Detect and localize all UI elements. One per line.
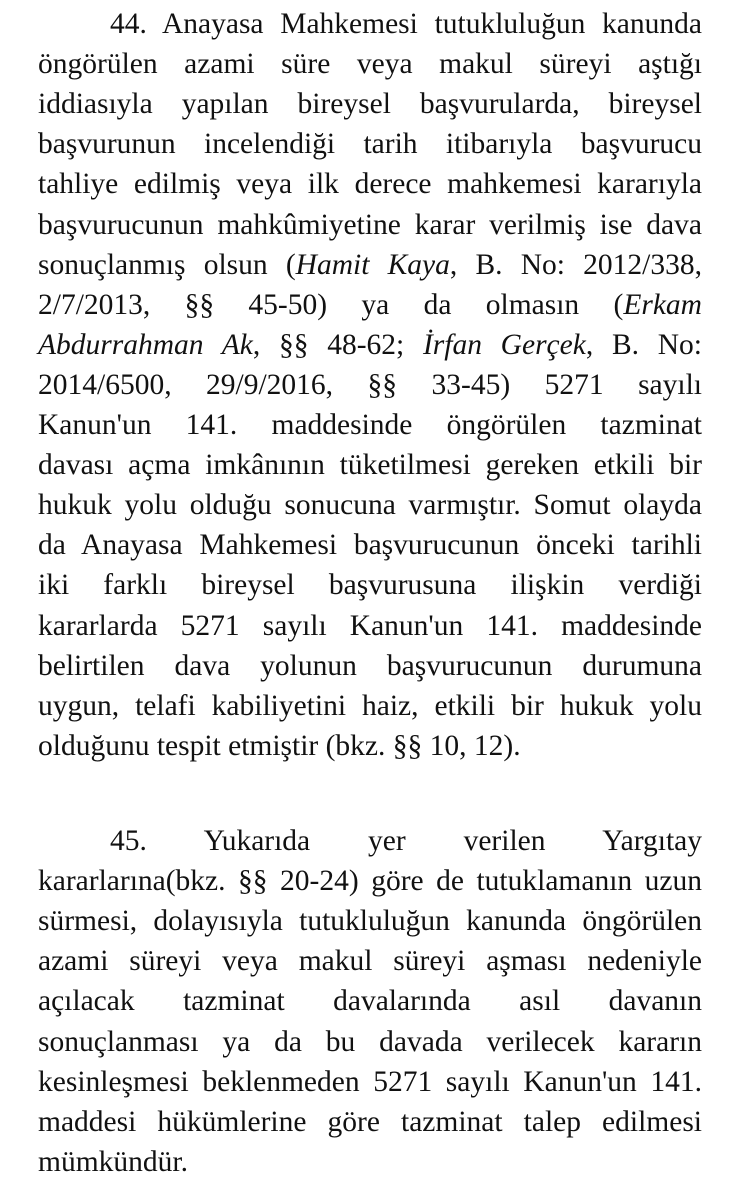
- text-segment: kararlarda 5271 sayılı Kanun'un 141. maddesinde: [38, 609, 702, 642]
- text-line: [38, 45, 702, 83]
- text-segment: iddiasıyla yapılan bireysel başvurularda, bireysel: [38, 88, 702, 121]
- text-line: [110, 5, 702, 43]
- text-line: [38, 982, 702, 1020]
- text-segment: sonuçlanmış olsun (: [38, 248, 296, 281]
- text-segment: öngörülen azami süre veya makul süreyi aştığı: [38, 48, 702, 81]
- text-line: [110, 822, 702, 860]
- text-segment: maddesi hükümlerine göre tazminat talep edilmesi: [38, 1105, 702, 1138]
- text-segment: hukuk yolu olduğu sonucuna varmıştır. Somut olayda: [38, 489, 702, 522]
- italic-case-name: Abdurrahman Ak: [38, 328, 253, 361]
- text-segment: kararlarına(bkz. §§ 20-24) göre de tutuklamanın uzun: [38, 865, 702, 898]
- text-segment: 2/7/2013, §§ 45-50) ya da olmasın (: [38, 288, 624, 321]
- text-segment: Kanun'un 141. maddesinde öngörülen tazminat: [38, 409, 702, 441]
- text-line: [38, 566, 702, 604]
- text-segment: da Anayasa Mahkemesi başvurucunun önceki tarihli: [38, 529, 702, 562]
- text-line: [38, 902, 702, 940]
- text-segment: başvurucunun mahkûmiyetine karar verilmiş ise dava: [38, 208, 702, 241]
- text-line: [38, 206, 702, 244]
- text-segment: azami süreyi veya makul süreyi aşması nedeniyle: [38, 945, 702, 978]
- italic-case-name: İrfan Gerçek: [422, 328, 586, 361]
- text-segment: mümkündür.: [38, 1145, 188, 1178]
- text-line: [38, 486, 702, 524]
- text-segment: 2014/6500, 29/9/2016, §§ 33-45) 5271 sayılı: [38, 368, 702, 401]
- text-line: [38, 647, 702, 685]
- text-line: [38, 526, 702, 564]
- text-segment: sürmesi, dolayısıyla tutukluluğun kanunda öngörülen: [38, 905, 702, 938]
- text-line: [38, 1063, 702, 1101]
- text-line: [38, 607, 702, 645]
- text-line: [38, 1103, 702, 1141]
- text-line: [38, 727, 702, 765]
- text-segment: tahliye edilmiş veya ilk derece mahkemesi kararıyla: [38, 168, 702, 201]
- text-line: [38, 446, 702, 484]
- text-segment: sonuçlanması ya da bu davada verilecek kararın: [38, 1025, 702, 1058]
- text-line: [38, 406, 702, 444]
- text-segment: , §§ 48-62;: [252, 328, 423, 361]
- text-line: [38, 862, 702, 900]
- italic-case-name: Erkam: [623, 288, 702, 321]
- text-line: [38, 942, 702, 980]
- text-segment: belirtilen dava yolunun başvurucunun durumuna: [38, 649, 702, 682]
- text-line: [38, 326, 702, 364]
- text-segment: davası açma imkânının tüketilmesi gereken etkili bir: [38, 449, 702, 482]
- text-line: [38, 687, 702, 725]
- text-segment: 44. Anayasa Mahkemesi tutukluluğun kanunda: [110, 8, 702, 40]
- italic-case-name: Hamit Kaya: [295, 248, 450, 281]
- text-segment: iki farklı bireysel başvurusuna ilişkin verdiği: [38, 569, 702, 602]
- text-line: [38, 125, 702, 163]
- text-segment: uygun, telafi kabiliyetini haiz, etkili bir hukuk yolu: [38, 689, 702, 722]
- text-segment: açılacak tazminat davalarında asıl davanın: [38, 985, 702, 1018]
- text-segment: , B. No: 2012/338,: [449, 248, 702, 281]
- text-line: [38, 85, 702, 123]
- text-line: [38, 1143, 702, 1181]
- text-segment: kesinleşmesi beklenmeden 5271 sayılı Kanun'un 141.: [38, 1065, 702, 1098]
- text-line: [38, 286, 702, 324]
- text-segment: olduğunu tespit etmiştir (bkz. §§ 10, 12).: [38, 729, 521, 762]
- text-line: [38, 1023, 702, 1061]
- text-line: [38, 165, 702, 203]
- text-segment: başvurunun incelendiği tarih itibarıyla başvurucu: [38, 128, 702, 161]
- text-segment: 45. Yukarıda yer verilen Yargıtay: [110, 825, 702, 857]
- text-segment: , B. No:: [585, 328, 702, 361]
- text-line: [38, 246, 702, 284]
- text-line: [38, 366, 702, 404]
